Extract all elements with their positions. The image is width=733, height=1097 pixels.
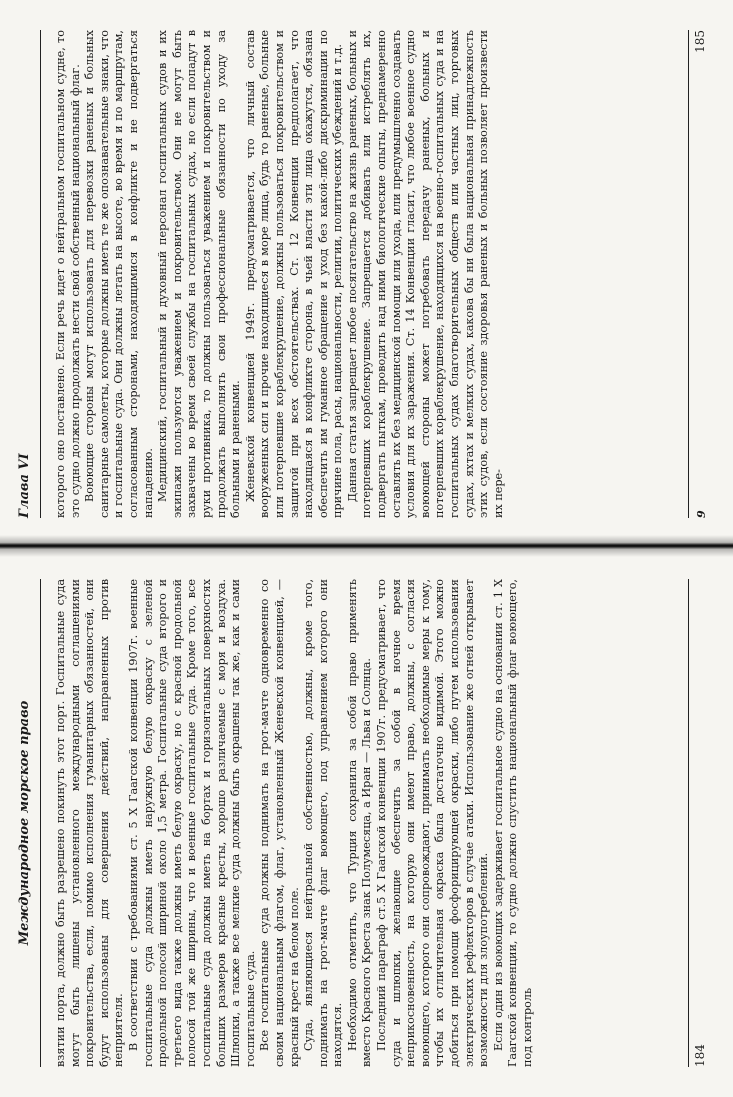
paragraph: Если один из воюющих задерживает госпитальное судно на основании ст. 1 X Гаагской конвенции, то судно должно спустить национальный флаг воюющего, под контроль bbox=[491, 579, 534, 1067]
right-page bbox=[0, 0, 733, 548]
paragraph: В соответствии с требованиями ст. 5 X Гаагской конвенции 1907г. военные госпитальные суда должны иметь наружную белую окраску с зеленой продольной полосой шириной около 1,5 метра. Госпитальные суда второго и третьего вида также должны иметь белую окраску, но с красной продольной полосой той же ширины, что и военные госпитальные суда. Кроме того, все госпитальные суда должны иметь на бортах и горизонтальных поверхностях больших размеров красные кресты, хорошо различаемые с моря и воздуха. Шлюпки, а также все мелкие суда должны быть окрашены так же, как и сами госпитальные суда. bbox=[126, 579, 257, 1067]
paragraph: Необходимо отметить, что Турция сохранила за собой право применять вместо Красного Креста знак Полумесяца, а Иран — Льва и Солнца. bbox=[345, 579, 374, 1067]
page-number-text: 184 bbox=[693, 1044, 707, 1067]
paragraph: Суда, являющиеся нейтральной собственностью, должны, кроме того, поднимать на грот-мачте флаг воюющего, под управлением которого они находятся. bbox=[302, 579, 345, 1067]
paragraph: Данная статья запрещает любое посягательство на жизнь раненых, больных и потерпевших кораблекрушение. Запрещается добивать или истреблять их, подвергать пыткам, проводить над ними биологические опыты, преднамеренно оставлять их без медицинской помощи или ухода, или предумышленно создавать условия для их заражения. Ст. 14 Конвенции гласит, что любое военное судно воюющей стороны может потребовать передачу раненых, больных и потерпевших кораблекрушение, находящихся на военно-госпитальных суда и на госпитальных судах благотворительных обществ или частных лиц, торговых судах, яхтах и мелких судах, какова бы ни была национальная принадлежность этих судов, если состояние здоровья раненых и больных позволяет произвести их пере- bbox=[345, 30, 505, 518]
signature-mark: 9 bbox=[695, 510, 708, 518]
paragraph: взятии порта, должно быть разрешено покинуть этот порт. Госпитальные суда могут быть лишены установленного международными соглашениями покровительства, если, помимо исполнения гуманитарных обязанностей, они будут использованы для совершения действий, направленных против неприятеля. bbox=[54, 579, 126, 1067]
paragraph: Все госпитальные суда должны поднимать на грот-мачте одновременно со своим национальным флагом, флаг, установленный Женевской конвенцией, — красный крест на белом поле. bbox=[258, 579, 301, 1067]
text-body bbox=[54, 30, 674, 518]
text-body bbox=[54, 579, 674, 1067]
running-head: Глава VI bbox=[12, 30, 41, 518]
paragraph: Медицинский, госпитальный и духовный персонал госпитальных судов и их экипажи пользуются уважением и покровительством. Они не могут быть захвачены во время своей службы на госпитальных судах, но если попадут в руки противника, то должны пользоваться уважением и покровительством и продолжать выполнять свои профессиональные обязанности по уходу за больными и ранеными. bbox=[156, 30, 243, 518]
page-number bbox=[688, 579, 711, 1067]
paragraph: Женевской конвенцией 1949г. предусматривается, что личный состав вооруженных сил и прочие находящиеся в море лица, будь то раненые, больные или потерпевшие кораблекрушение, должны пользоваться покровительством и защитой при всех обстоятельствах. Ст. 12 Конвенции предполагает, что находящаяся в конфликте сторона, в чьей власти эти лица окажутся, обязана обеспечить им гуманное обращение и уход без какой-либо дискриминации по причине пола, расы, национальности, религии, политических убеждений и т.д. bbox=[243, 30, 345, 518]
paragraph: которого оно поставлено. Если речь идет о нейтральном госпитальном судне, то это судно должно продолжать нести свой собственный национальный флаг. bbox=[54, 30, 82, 518]
page-number bbox=[688, 30, 711, 518]
page-number-text: 185 bbox=[693, 30, 707, 53]
running-head: Международное морское право bbox=[12, 579, 41, 1067]
paragraph: Последний параграф ст.5 X Гаагской конвенции 1907г. предусматривает, что суда и шлюпки, желающие обеспечить за собой в ночное время неприкосновенность, на которую они имеют право, должны, с согласия воюющего, которого они сопровождают, принимать необходимые меры к тому, чтобы их отличительная окраска была достаточно видимой. Этого можно добиться при помощи фосфорицирующей окраски, либо путем использования электрических рефлекторов в случае атаки. Использование же огней открывает возможности для злоупотреблений. bbox=[375, 579, 491, 1067]
paragraph: Воюющие стороны могут использовать для перевозки раненых и больных санитарные самолеты, которые должны иметь те же опознавательные знаки, что и госпитальные суда. Они должны летать на высоте, во время и по маршрутам, согласованным сторонами, находящимися в конфликте и не подвергаться нападению. bbox=[83, 30, 155, 518]
left-page bbox=[0, 549, 733, 1097]
